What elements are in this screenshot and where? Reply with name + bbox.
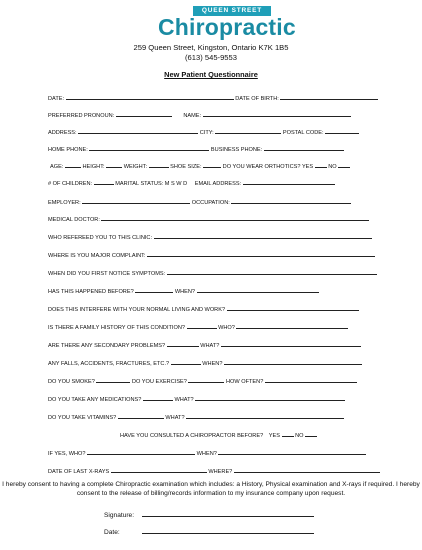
business-phone-field[interactable]: [264, 144, 344, 151]
occupation-label: OCCUPATION:: [191, 200, 230, 206]
signature-date-label: Date:: [104, 529, 120, 536]
exercise-label: DO YOU EXERCISE?: [131, 379, 187, 385]
medications-what-field[interactable]: [195, 394, 345, 401]
notice-field[interactable]: [167, 268, 377, 275]
interfere-label: DOES THIS INTERFERE WITH YOUR NORMAL LIVING AND WORK?: [48, 307, 226, 313]
shoe-label: SHOE SIZE:: [170, 164, 202, 170]
secondary-what-field[interactable]: [221, 340, 361, 347]
smoke-label: DO YOU SMOKE?: [48, 379, 95, 385]
doctor-label: MEDICAL DOCTOR:: [48, 217, 100, 223]
medications-label: DO YOU TAKE ANY MEDICATIONS?: [48, 397, 142, 403]
falls-when-label: WHEN?: [202, 361, 223, 367]
family-who-field[interactable]: [236, 322, 348, 329]
marital-label: MARITAL STATUS: M S W D: [115, 181, 188, 187]
form-title: New Patient Questionnaire: [164, 70, 258, 79]
address-field[interactable]: [78, 127, 198, 134]
row-phones: [48, 144, 344, 154]
falls-label: ANY FALLS, ACCIDENTS, FRACTURES, ETC.?: [48, 361, 170, 367]
smoke-field[interactable]: [96, 376, 130, 383]
city-field[interactable]: [215, 127, 281, 134]
weight-label: WEIGHT:: [123, 164, 148, 170]
consulted-no-label: NO: [295, 433, 304, 439]
falls-when-field[interactable]: [224, 358, 362, 365]
vitamins-what-field[interactable]: [186, 412, 344, 419]
happened-when-field[interactable]: [197, 286, 319, 293]
consent-statement: I hereby consent to having a complete Chiropractic examination which includes: a History, Physical examination and X-rays if required. I hereby consent to the release of billing/records information to my insurance company upon request.: [2, 481, 420, 497]
city-label: CITY:: [199, 130, 214, 136]
dob-field[interactable]: [280, 93, 378, 100]
signature-row: [104, 510, 314, 519]
medications-field[interactable]: [143, 394, 173, 401]
falls-field[interactable]: [171, 358, 201, 365]
vitamins-what-label: WHAT?: [165, 415, 185, 421]
row-complaint: [48, 250, 375, 260]
row-address: [48, 127, 359, 137]
row-physical: [50, 161, 350, 171]
children-field[interactable]: [94, 178, 114, 185]
row-happened: [48, 286, 319, 296]
row-family-history: [48, 322, 348, 332]
row-vitamins: [48, 412, 344, 422]
age-field[interactable]: [65, 161, 81, 168]
if-yes-when-label: WHEN?: [196, 451, 217, 457]
home-phone-field[interactable]: [89, 144, 209, 151]
row-date: [48, 93, 378, 103]
email-label: EMAIL ADDRESS:: [194, 181, 242, 187]
how-often-label: HOW OFTEN?: [226, 379, 264, 385]
row-habits: [48, 376, 357, 386]
referred-label: WHO REFEREED YOU TO THIS CLINIC:: [48, 235, 153, 241]
row-pronoun: [48, 110, 351, 120]
name-label: NAME:: [183, 113, 202, 119]
row-falls: [48, 358, 362, 368]
postal-field[interactable]: [325, 127, 359, 134]
consulted-label: HAVE YOU CONSULTED A CHIROPRACTOR BEFORE?: [120, 433, 264, 439]
medications-what-label: WHAT?: [174, 397, 194, 403]
orthotics-label: DO YOU WEAR ORTHOTICS?: [222, 164, 301, 170]
consulted-yes-label: YES: [268, 433, 280, 439]
height-label: HEIGHT:: [82, 164, 105, 170]
how-often-field[interactable]: [265, 376, 357, 383]
pronoun-field[interactable]: [116, 110, 172, 117]
email-field[interactable]: [243, 178, 335, 185]
if-yes-when-field[interactable]: [218, 448, 366, 455]
notice-label: WHEN DID YOU FIRST NOTICE SYMPTOMS:: [48, 271, 166, 277]
age-label: AGE:: [50, 164, 64, 170]
row-medications: [48, 394, 345, 404]
family-who-label: WHO?: [218, 325, 235, 331]
orthotics-no-field[interactable]: [338, 161, 350, 168]
signature-field[interactable]: [142, 510, 314, 517]
xrays-where-label: WHERE?: [208, 469, 233, 475]
signature-label: Signature:: [104, 512, 135, 519]
interfere-field[interactable]: [227, 304, 359, 311]
complaint-label: WHERE IS YOU MAJOR COMPLAINT:: [48, 253, 146, 259]
postal-label: POSTAL CODE:: [282, 130, 324, 136]
family-label: IS THERE A FAMILY HISTORY OF THIS CONDITION?: [48, 325, 185, 331]
xrays-label: DATE OF LAST X-RAYS: [48, 469, 110, 475]
clinic-phone: (613) 545-9553: [185, 53, 237, 62]
address-label: ADDRESS:: [48, 130, 77, 136]
xrays-where-field[interactable]: [234, 466, 380, 473]
referred-field[interactable]: [154, 232, 372, 239]
secondary-what-label: WHAT?: [200, 343, 220, 349]
row-doctor: [48, 214, 369, 224]
signature-date-row: [104, 527, 314, 536]
yes-label: YES: [301, 164, 314, 170]
row-referred: [48, 232, 372, 242]
exercise-field[interactable]: [188, 376, 224, 383]
doctor-field[interactable]: [101, 214, 369, 221]
pronoun-label: PREFERRED PRONOUN:: [48, 113, 115, 119]
if-yes-label: IF YES, WHO?: [48, 451, 86, 457]
row-employment: [48, 197, 351, 207]
xrays-field[interactable]: [111, 466, 207, 473]
row-xrays: [48, 466, 380, 476]
happened-when-label: WHEN?: [174, 289, 196, 295]
row-if-yes: [48, 448, 366, 458]
if-yes-field[interactable]: [87, 448, 195, 455]
row-interfere: [48, 304, 359, 314]
height-field[interactable]: [106, 161, 122, 168]
row-secondary: [48, 340, 361, 350]
family-field[interactable]: [187, 322, 217, 329]
name-field[interactable]: [203, 110, 351, 117]
signature-date-field[interactable]: [142, 527, 314, 534]
vitamins-label: DO YOU TAKE VITAMINS?: [48, 415, 117, 421]
logo-banner: QUEEN STREET: [193, 6, 271, 16]
consulted-yes-field[interactable]: [282, 430, 294, 437]
happened-label: HAS THIS HAPPENED BEFORE?: [48, 289, 134, 295]
row-notice: [48, 268, 377, 278]
vitamins-field[interactable]: [118, 412, 164, 419]
children-label: # OF CHILDREN:: [48, 181, 93, 187]
weight-field[interactable]: [149, 161, 169, 168]
date-label: DATE:: [48, 96, 65, 102]
clinic-address: 259 Queen Street, Kingston, Ontario K7K 1B5: [133, 43, 289, 52]
occupation-field[interactable]: [231, 197, 351, 204]
secondary-label: ARE THERE ANY SECONDARY PROBLEMS?: [48, 343, 166, 349]
logo-wordmark: Chiropractic: [158, 14, 296, 40]
home-phone-label: HOME PHONE:: [48, 147, 88, 153]
row-family-status: [48, 178, 335, 188]
happened-field[interactable]: [135, 286, 173, 293]
employer-label: EMPLOYER:: [48, 200, 81, 206]
complaint-field[interactable]: [147, 250, 375, 257]
orthotics-yes-field[interactable]: [315, 161, 327, 168]
employer-field[interactable]: [82, 197, 190, 204]
business-phone-label: BUSINESS PHONE:: [210, 147, 263, 153]
clinic-logo: [0, 6, 422, 42]
consulted-no-field[interactable]: [305, 430, 317, 437]
date-field[interactable]: [66, 93, 234, 100]
dob-label: DATE OF BIRTH:: [235, 96, 279, 102]
row-consulted: [120, 430, 317, 440]
shoe-field[interactable]: [203, 161, 221, 168]
secondary-field[interactable]: [167, 340, 199, 347]
no-label: NO: [328, 164, 337, 170]
